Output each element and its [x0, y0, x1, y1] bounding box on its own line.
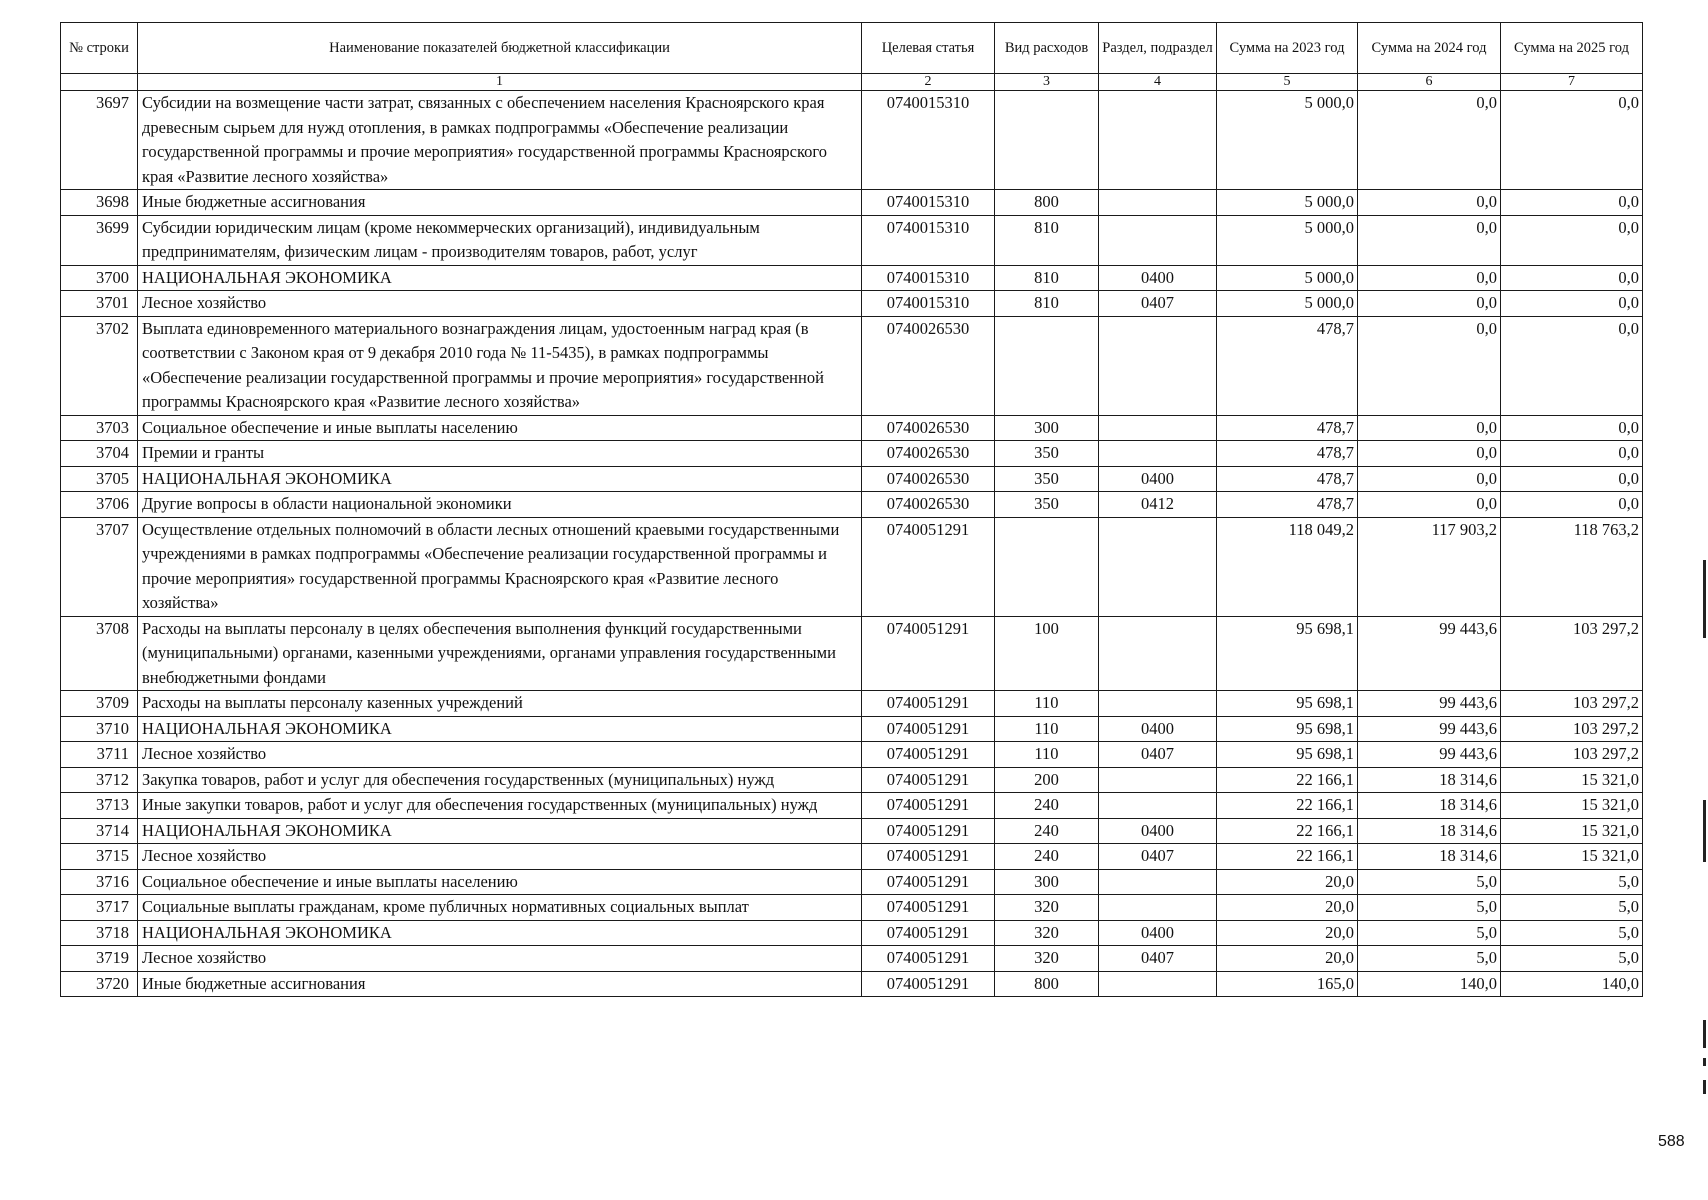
row-sum-2024: 5,0 [1358, 869, 1501, 895]
row-name: Социальное обеспечение и иные выплаты населению [138, 415, 862, 441]
row-number: 3718 [61, 920, 138, 946]
row-sum-2024: 5,0 [1358, 920, 1501, 946]
row-target-code: 0740051291 [862, 946, 995, 972]
row-number: 3710 [61, 716, 138, 742]
row-number: 3713 [61, 793, 138, 819]
row-sum-2024: 18 314,6 [1358, 818, 1501, 844]
row-target-code: 0740051291 [862, 818, 995, 844]
table-row [61, 441, 1643, 467]
row-number: 3699 [61, 215, 138, 265]
row-sum-2023: 5 000,0 [1217, 215, 1358, 265]
row-sum-2025: 0,0 [1501, 441, 1643, 467]
row-sum-2025: 0,0 [1501, 415, 1643, 441]
col-number: 2 [862, 74, 995, 91]
row-vid: 810 [995, 215, 1099, 265]
row-sum-2024: 0,0 [1358, 291, 1501, 317]
table-row [61, 844, 1643, 870]
row-sum-2023: 22 166,1 [1217, 844, 1358, 870]
row-sum-2025: 0,0 [1501, 291, 1643, 317]
row-number: 3708 [61, 616, 138, 691]
row-vid: 350 [995, 492, 1099, 518]
row-name: Другие вопросы в области национальной экономики [138, 492, 862, 518]
row-sum-2023: 20,0 [1217, 895, 1358, 921]
table-header [61, 23, 1643, 91]
header-sum-2024: Сумма на 2024 год [1358, 23, 1501, 74]
row-number: 3720 [61, 971, 138, 997]
row-razdel [1099, 869, 1217, 895]
row-sum-2024: 117 903,2 [1358, 517, 1501, 616]
row-sum-2024: 18 314,6 [1358, 844, 1501, 870]
row-vid: 320 [995, 946, 1099, 972]
row-razdel: 0400 [1099, 920, 1217, 946]
row-sum-2024: 0,0 [1358, 265, 1501, 291]
row-razdel [1099, 767, 1217, 793]
row-sum-2024: 18 314,6 [1358, 767, 1501, 793]
row-sum-2023: 5 000,0 [1217, 291, 1358, 317]
row-sum-2023: 5 000,0 [1217, 190, 1358, 216]
row-vid: 800 [995, 971, 1099, 997]
row-name: Лесное хозяйство [138, 946, 862, 972]
row-vid [995, 91, 1099, 190]
table-row [61, 946, 1643, 972]
row-sum-2023: 5 000,0 [1217, 91, 1358, 190]
row-target-code: 0740015310 [862, 265, 995, 291]
row-vid: 240 [995, 844, 1099, 870]
row-name: Иные бюджетные ассигнования [138, 971, 862, 997]
row-name: Лесное хозяйство [138, 844, 862, 870]
row-sum-2024: 0,0 [1358, 466, 1501, 492]
row-sum-2024: 0,0 [1358, 91, 1501, 190]
row-razdel: 0412 [1099, 492, 1217, 518]
row-razdel: 0400 [1099, 818, 1217, 844]
row-vid: 320 [995, 920, 1099, 946]
scan-mark [1703, 1080, 1706, 1094]
row-number: 3712 [61, 767, 138, 793]
row-sum-2025: 5,0 [1501, 869, 1643, 895]
row-number: 3711 [61, 742, 138, 768]
row-name: НАЦИОНАЛЬНАЯ ЭКОНОМИКА [138, 920, 862, 946]
table-row [61, 869, 1643, 895]
row-sum-2025: 0,0 [1501, 91, 1643, 190]
row-sum-2025: 0,0 [1501, 265, 1643, 291]
row-number: 3719 [61, 946, 138, 972]
row-number: 3697 [61, 91, 138, 190]
header-sum-2025: Сумма на 2025 год [1501, 23, 1643, 74]
row-sum-2024: 140,0 [1358, 971, 1501, 997]
row-razdel: 0400 [1099, 466, 1217, 492]
row-sum-2025: 5,0 [1501, 946, 1643, 972]
table-row [61, 415, 1643, 441]
col-number: 3 [995, 74, 1099, 91]
row-razdel [1099, 793, 1217, 819]
row-sum-2023: 95 698,1 [1217, 616, 1358, 691]
col-number: 1 [138, 74, 862, 91]
row-number: 3704 [61, 441, 138, 467]
row-vid: 200 [995, 767, 1099, 793]
row-target-code: 0740015310 [862, 215, 995, 265]
row-target-code: 0740051291 [862, 895, 995, 921]
table-row [61, 316, 1643, 415]
row-number: 3706 [61, 492, 138, 518]
row-vid [995, 517, 1099, 616]
row-sum-2025: 103 297,2 [1501, 691, 1643, 717]
row-target-code: 0740051291 [862, 920, 995, 946]
row-razdel [1099, 895, 1217, 921]
row-vid [995, 316, 1099, 415]
row-target-code: 0740015310 [862, 190, 995, 216]
row-sum-2024: 18 314,6 [1358, 793, 1501, 819]
col-number: 4 [1099, 74, 1217, 91]
row-sum-2023: 478,7 [1217, 316, 1358, 415]
row-sum-2024: 5,0 [1358, 895, 1501, 921]
row-sum-2023: 5 000,0 [1217, 265, 1358, 291]
row-sum-2025: 0,0 [1501, 316, 1643, 415]
row-sum-2023: 118 049,2 [1217, 517, 1358, 616]
row-sum-2025: 5,0 [1501, 895, 1643, 921]
header-row-no: № строки [61, 23, 138, 74]
row-vid: 300 [995, 869, 1099, 895]
row-vid: 810 [995, 291, 1099, 317]
row-target-code: 0740051291 [862, 691, 995, 717]
row-number: 3703 [61, 415, 138, 441]
table-row [61, 895, 1643, 921]
row-target-code: 0740051291 [862, 716, 995, 742]
row-sum-2023: 20,0 [1217, 946, 1358, 972]
scan-mark [1703, 560, 1706, 638]
row-name: Расходы на выплаты персоналу в целях обеспечения выполнения функций государственными (муниципальными) органами, казенными учреждениями, органами управления государственными внебюджетными фондами [138, 616, 862, 691]
row-number: 3715 [61, 844, 138, 870]
row-sum-2024: 0,0 [1358, 215, 1501, 265]
row-razdel [1099, 91, 1217, 190]
row-sum-2023: 22 166,1 [1217, 767, 1358, 793]
row-sum-2023: 478,7 [1217, 441, 1358, 467]
column-number-row [61, 74, 1643, 91]
row-sum-2025: 103 297,2 [1501, 716, 1643, 742]
row-sum-2025: 15 321,0 [1501, 793, 1643, 819]
row-number: 3707 [61, 517, 138, 616]
row-target-code: 0740051291 [862, 742, 995, 768]
row-sum-2025: 0,0 [1501, 190, 1643, 216]
row-name: Субсидии на возмещение части затрат, связанных с обеспечением населения Красноярского края древесным сырьем для нужд отопления, в рамках подпрограммы «Обеспечение реализации государственной программы и прочие мероприятия» государственной программы Красноярского края «Развитие лесного хозяйства» [138, 91, 862, 190]
row-number: 3701 [61, 291, 138, 317]
row-razdel: 0407 [1099, 946, 1217, 972]
row-razdel: 0400 [1099, 265, 1217, 291]
row-sum-2024: 99 443,6 [1358, 742, 1501, 768]
page-number: 588 [1658, 1133, 1685, 1150]
scan-mark [1703, 1058, 1706, 1066]
row-number: 3705 [61, 466, 138, 492]
row-number: 3700 [61, 265, 138, 291]
row-target-code: 0740026530 [862, 415, 995, 441]
row-sum-2025: 5,0 [1501, 920, 1643, 946]
row-name: Социальные выплаты гражданам, кроме публичных нормативных социальных выплат [138, 895, 862, 921]
table-row [61, 691, 1643, 717]
row-sum-2024: 0,0 [1358, 441, 1501, 467]
row-target-code: 0740026530 [862, 466, 995, 492]
table-row [61, 517, 1643, 616]
row-sum-2024: 99 443,6 [1358, 716, 1501, 742]
row-target-code: 0740051291 [862, 517, 995, 616]
row-name: Лесное хозяйство [138, 291, 862, 317]
row-vid: 240 [995, 818, 1099, 844]
row-sum-2025: 118 763,2 [1501, 517, 1643, 616]
row-vid: 810 [995, 265, 1099, 291]
row-razdel [1099, 190, 1217, 216]
row-sum-2023: 20,0 [1217, 920, 1358, 946]
row-sum-2023: 95 698,1 [1217, 691, 1358, 717]
row-sum-2024: 0,0 [1358, 492, 1501, 518]
row-sum-2025: 103 297,2 [1501, 616, 1643, 691]
row-name: НАЦИОНАЛЬНАЯ ЭКОНОМИКА [138, 716, 862, 742]
row-sum-2025: 15 321,0 [1501, 844, 1643, 870]
row-number: 3709 [61, 691, 138, 717]
row-name: Иные закупки товаров, работ и услуг для обеспечения государственных (муниципальных) нужд [138, 793, 862, 819]
table-row [61, 742, 1643, 768]
row-razdel [1099, 517, 1217, 616]
row-name: НАЦИОНАЛЬНАЯ ЭКОНОМИКА [138, 265, 862, 291]
budget-table [60, 22, 1643, 997]
row-target-code: 0740051291 [862, 793, 995, 819]
row-sum-2023: 478,7 [1217, 415, 1358, 441]
row-target-code: 0740051291 [862, 869, 995, 895]
row-vid: 350 [995, 441, 1099, 467]
row-sum-2024: 0,0 [1358, 415, 1501, 441]
row-sum-2024: 0,0 [1358, 316, 1501, 415]
row-name: Лесное хозяйство [138, 742, 862, 768]
row-sum-2024: 99 443,6 [1358, 616, 1501, 691]
row-razdel [1099, 215, 1217, 265]
header-vid: Вид расходов [995, 23, 1099, 74]
row-name: Субсидии юридическим лицам (кроме некоммерческих организаций), индивидуальным предпринимателям, физическим лицам - производителям товаров, работ, услуг [138, 215, 862, 265]
row-razdel [1099, 616, 1217, 691]
row-sum-2025: 15 321,0 [1501, 818, 1643, 844]
row-vid: 110 [995, 716, 1099, 742]
col-number: 5 [1217, 74, 1358, 91]
table-row [61, 466, 1643, 492]
row-target-code: 0740026530 [862, 492, 995, 518]
row-target-code: 0740026530 [862, 441, 995, 467]
row-vid: 800 [995, 190, 1099, 216]
row-razdel: 0407 [1099, 742, 1217, 768]
row-sum-2023: 165,0 [1217, 971, 1358, 997]
col-number: 7 [1501, 74, 1643, 91]
table-row [61, 492, 1643, 518]
row-number: 3714 [61, 818, 138, 844]
table-row [61, 91, 1643, 190]
row-sum-2025: 0,0 [1501, 466, 1643, 492]
table-row [61, 265, 1643, 291]
row-vid: 100 [995, 616, 1099, 691]
row-sum-2023: 20,0 [1217, 869, 1358, 895]
table-row [61, 767, 1643, 793]
row-sum-2025: 140,0 [1501, 971, 1643, 997]
row-vid: 300 [995, 415, 1099, 441]
row-target-code: 0740051291 [862, 767, 995, 793]
row-sum-2023: 22 166,1 [1217, 818, 1358, 844]
col-number: 6 [1358, 74, 1501, 91]
table-body [61, 91, 1643, 997]
row-number: 3717 [61, 895, 138, 921]
row-sum-2025: 0,0 [1501, 215, 1643, 265]
row-vid: 320 [995, 895, 1099, 921]
row-sum-2025: 15 321,0 [1501, 767, 1643, 793]
row-sum-2023: 478,7 [1217, 492, 1358, 518]
row-name: Закупка товаров, работ и услуг для обеспечения государственных (муниципальных) нужд [138, 767, 862, 793]
row-razdel [1099, 971, 1217, 997]
row-target-code: 0740026530 [862, 316, 995, 415]
header-sum-2023: Сумма на 2023 год [1217, 23, 1358, 74]
row-vid: 110 [995, 691, 1099, 717]
row-name: НАЦИОНАЛЬНАЯ ЭКОНОМИКА [138, 466, 862, 492]
row-sum-2024: 5,0 [1358, 946, 1501, 972]
row-name: Выплата единовременного материального вознаграждения лицам, удостоенным наград края (в соответствии с Законом края от 9 декабря 2010 года № 11-5435), в рамках подпрограммы «Обеспечение реализации государственной программы и прочие мероприятия» государственной программы Красноярского края «Развитие лесного хозяйства» [138, 316, 862, 415]
row-razdel [1099, 691, 1217, 717]
table-row [61, 920, 1643, 946]
table-row [61, 215, 1643, 265]
table-row [61, 291, 1643, 317]
row-name: Осуществление отдельных полномочий в области лесных отношений краевыми государственными учреждениями в рамках подпрограммы «Обеспечение реализации государственной программы и прочие мероприятия» государственной программы Красноярского края «Развитие лесного хозяйства» [138, 517, 862, 616]
row-name: НАЦИОНАЛЬНАЯ ЭКОНОМИКА [138, 818, 862, 844]
row-target-code: 0740015310 [862, 91, 995, 190]
row-number: 3702 [61, 316, 138, 415]
table-row [61, 818, 1643, 844]
row-sum-2025: 0,0 [1501, 492, 1643, 518]
row-razdel [1099, 316, 1217, 415]
row-target-code: 0740051291 [862, 971, 995, 997]
row-target-code: 0740051291 [862, 844, 995, 870]
row-sum-2025: 103 297,2 [1501, 742, 1643, 768]
row-target-code: 0740051291 [862, 616, 995, 691]
row-sum-2023: 95 698,1 [1217, 716, 1358, 742]
row-sum-2024: 99 443,6 [1358, 691, 1501, 717]
row-name: Социальное обеспечение и иные выплаты населению [138, 869, 862, 895]
header-name: Наименование показателей бюджетной классификации [138, 23, 862, 74]
row-razdel: 0407 [1099, 291, 1217, 317]
row-sum-2024: 0,0 [1358, 190, 1501, 216]
row-vid: 350 [995, 466, 1099, 492]
row-razdel: 0407 [1099, 844, 1217, 870]
row-name: Расходы на выплаты персоналу казенных учреждений [138, 691, 862, 717]
scan-mark [1703, 1020, 1706, 1048]
col-number [61, 74, 138, 91]
row-razdel [1099, 441, 1217, 467]
row-razdel: 0400 [1099, 716, 1217, 742]
row-sum-2023: 478,7 [1217, 466, 1358, 492]
row-target-code: 0740015310 [862, 291, 995, 317]
row-name: Иные бюджетные ассигнования [138, 190, 862, 216]
table-row [61, 971, 1643, 997]
row-sum-2023: 95 698,1 [1217, 742, 1358, 768]
row-razdel [1099, 415, 1217, 441]
row-sum-2023: 22 166,1 [1217, 793, 1358, 819]
header-target: Целевая статья [862, 23, 995, 74]
row-vid: 110 [995, 742, 1099, 768]
row-vid: 240 [995, 793, 1099, 819]
row-name: Премии и гранты [138, 441, 862, 467]
table-row [61, 616, 1643, 691]
table-row [61, 793, 1643, 819]
row-number: 3698 [61, 190, 138, 216]
scan-mark [1703, 800, 1706, 862]
header-razdel: Раздел, подраздел [1099, 23, 1217, 74]
row-number: 3716 [61, 869, 138, 895]
table-row [61, 190, 1643, 216]
table-row [61, 716, 1643, 742]
